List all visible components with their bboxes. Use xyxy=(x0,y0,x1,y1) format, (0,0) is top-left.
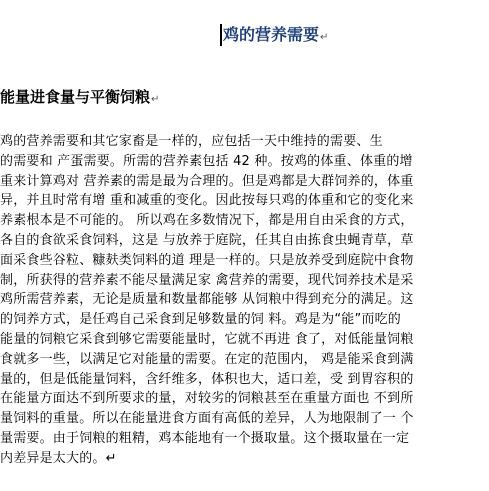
body-line: 量需要。由于饲粮的粗精，鸡本能地有一个摄取量。这个摄取量在一定 xyxy=(0,430,410,446)
body-line: 鸡所需营养素，无论是质量和数量都能够 从饲粮中得到充分的满足。这 xyxy=(0,292,414,308)
body-line: 量的，但是低能量饲料，含纤维多，体积也大，适口差，受 到胃容积的 xyxy=(0,371,414,387)
body-line: 养素根本是不可能的。 所以鸡在多数情况下，都是用自由采食的方式， xyxy=(0,213,414,229)
body-line: 异，并且时常有增 重和减重的变化。因此按每只鸡的体重和它的变化来 xyxy=(0,193,414,209)
body-line: 的需要和 产蛋需要。所需的营养素包括 42 种。按鸡的体重、体重的增 xyxy=(0,153,413,169)
section-heading[interactable] xyxy=(0,87,159,110)
body-line: 的饲养方式，是任鸡自己采食到足够数量的饲 料。鸡是为“能”而吃的 xyxy=(0,312,402,328)
section-heading-text: 能量进食量与平衡饲粮 xyxy=(0,88,151,106)
paragraph-mark: ↵ xyxy=(320,32,329,43)
paragraph-mark: ↵ xyxy=(151,94,160,105)
body-line: 鸡的营养需要和其它家畜是一样的，应包括一天中维持的需要、生 xyxy=(0,134,383,149)
document-title-text: 鸡的营养需要 xyxy=(223,25,320,44)
body-line: 内差异是太大的。↵ xyxy=(0,450,117,466)
body-line: 能量的饲粮它采食到够它需要能量时，它就不再进 食了，对低能量饲粮 xyxy=(0,331,414,347)
body-paragraph[interactable] xyxy=(0,132,489,469)
document-title[interactable] xyxy=(223,24,328,49)
body-line: 各自的食欲采食饲料，这是 与放养于庭院，任其自由拣食虫蝇青草，草 xyxy=(0,232,414,248)
body-line: 制，所获得的营养素不能尽量满足家 禽营养的需要，现代饲养技术是采 xyxy=(0,272,414,288)
body-line: 重来计算鸡对 营养素的需是最为合理的。但是鸡都是大群饲养的，体重 xyxy=(0,173,414,189)
body-line: 面采食些谷粒、糠麸类饲料的道 理是一样的。只是放养受到庭院中食物 xyxy=(0,252,414,268)
body-line: 量饲料的重量。所以在能量进食方面有高低的差异，人为地限制了一 个 xyxy=(0,411,414,427)
text-cursor xyxy=(220,24,222,46)
body-line: 食就多一些，以满足它对能量的需要。在定的范围内， 鸡是能采食到满 xyxy=(0,351,414,367)
body-line: 在能量方面达不到所要求的量，对较劣的饲粮甚至在重量方面也 不到所 xyxy=(0,391,414,407)
